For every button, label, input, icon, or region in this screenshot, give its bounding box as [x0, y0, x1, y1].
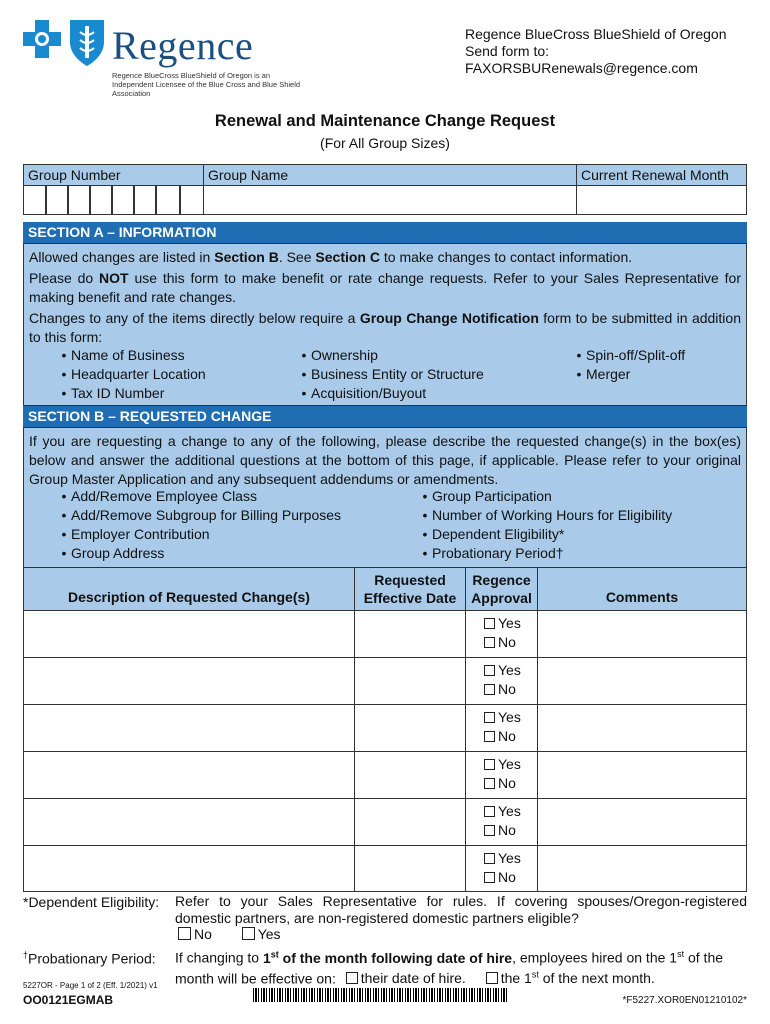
section-b-list-1 [57, 487, 407, 563]
probationary-period-text: If changing to 1st of the month following date of hire, employees hired on the 1st of the month will be effective on: their date of hire. the 1st of the next month. [175, 949, 724, 987]
approval-cell [465, 845, 538, 892]
list-item: • Merger [576, 366, 631, 382]
col-header-description: Description of Requested Change(s) [23, 567, 355, 611]
send-to-block [465, 26, 727, 77]
comments-field[interactable] [537, 657, 747, 705]
table-row [23, 610, 747, 657]
barcode [253, 988, 508, 1002]
list-item: • Acquisition/Buyout [301, 385, 427, 401]
comments-field[interactable] [537, 798, 747, 846]
approval-cell [465, 657, 538, 705]
dep-no-option[interactable]: No [178, 926, 212, 942]
section-a-line3: Changes to any of the items directly below require a Group Change Notification form to be submitted in addition to this form: [29, 310, 741, 345]
section-a-list-2 [297, 346, 547, 403]
group-number-label: Group Number [23, 164, 204, 186]
description-field[interactable] [23, 657, 355, 705]
list-item: • Number of Working Hours for Eligibility [422, 507, 673, 523]
bluecross-blueshield-logo [22, 18, 110, 68]
dependent-eligibility-text: Refer to your Sales Representative for rules. If covering spouses/Oregon-registered domestic partners, are non-registered domestic partners eligible? [175, 893, 747, 926]
description-field[interactable] [23, 610, 355, 658]
list-item: • Group Participation [422, 488, 552, 504]
change-table-body [23, 610, 747, 892]
checkbox-icon[interactable] [484, 778, 495, 789]
brand-subtext: Regence BlueCross BlueShield of Oregon is an Independent Licensee of the Blue Cross and Blue Shield Association [112, 71, 301, 98]
checkbox-icon[interactable] [346, 972, 358, 984]
col-header-effective-date: Requested Effective Date [354, 567, 466, 611]
effective-date-field[interactable] [354, 704, 466, 752]
approval-cell [465, 751, 538, 799]
list-item: • Add/Remove Employee Class [61, 488, 257, 504]
section-a-line2: Please do NOT use this form to make benefit or rate change requests. Refer to your Sales Representative for making benefit and rate changes. [29, 270, 741, 305]
probationary-period-label: †Probationary Period: [23, 950, 156, 967]
approval-yes[interactable]: Yes [484, 661, 537, 680]
company-line: Regence BlueCross BlueShield of Oregon [465, 26, 727, 42]
checkbox-icon[interactable] [484, 665, 495, 676]
checkbox-icon[interactable] [484, 825, 495, 836]
approval-yes[interactable]: Yes [484, 849, 537, 868]
group-name-field[interactable] [203, 185, 577, 215]
checkbox-icon[interactable] [178, 927, 191, 940]
option-date-of-hire[interactable]: their date of hire. [346, 970, 466, 986]
list-item: • Probationary Period† [422, 545, 564, 561]
list-item: • Ownership [301, 347, 378, 363]
checkbox-icon[interactable] [486, 972, 498, 984]
comments-field[interactable] [537, 704, 747, 752]
list-item: • Tax ID Number [61, 385, 165, 401]
list-item: • Headquarter Location [61, 366, 206, 382]
list-item: • Add/Remove Subgroup for Billing Purposes [61, 507, 342, 523]
col-header-approval: Regence Approval [465, 567, 538, 611]
group-number-field[interactable] [23, 185, 204, 215]
option-next-month[interactable]: the 1st of the next month. [486, 970, 655, 986]
renewal-month-label: Current Renewal Month [576, 164, 747, 186]
description-field[interactable] [23, 751, 355, 799]
dependent-eligibility-options [178, 925, 378, 944]
approval-yes[interactable]: Yes [484, 802, 537, 821]
checkbox-icon[interactable] [484, 637, 495, 648]
list-item: • Group Address [61, 545, 165, 561]
section-a-heading: SECTION A – INFORMATION [23, 222, 747, 243]
table-row [23, 657, 747, 704]
description-field[interactable] [23, 704, 355, 752]
form-reference: 5227OR - Page 1 of 2 (Eff. 1/2021) v1 [23, 981, 158, 990]
form-subtitle: (For All Group Sizes) [320, 135, 450, 151]
approval-yes[interactable]: Yes [484, 755, 537, 774]
list-item: • Dependent Eligibility* [422, 526, 565, 542]
dep-yes-option[interactable]: Yes [242, 926, 281, 942]
effective-date-field[interactable] [354, 610, 466, 658]
checkbox-icon[interactable] [484, 731, 495, 742]
table-row [23, 845, 747, 892]
group-name-label: Group Name [203, 164, 577, 186]
approval-no[interactable]: No [484, 868, 537, 887]
approval-no[interactable]: No [484, 633, 537, 652]
checkbox-icon[interactable] [484, 853, 495, 864]
approval-cell [465, 798, 538, 846]
approval-no[interactable]: No [484, 680, 537, 699]
checkbox-icon[interactable] [484, 712, 495, 723]
section-b-intro: If you are requesting a change to any of the following, please describe the requested change(s) in the box(es) below and answer the additional questions at the bottom of this page, if applicable. Please refer to your original Group Master Application and any subsequent addendums or amendments. [23, 427, 747, 568]
section-a-list-3 [572, 346, 742, 384]
fax-email[interactable]: FAXORSBURenewals@regence.com [465, 60, 698, 76]
table-row [23, 751, 747, 798]
list-item: • Name of Business [61, 347, 185, 363]
section-a-line1: Allowed changes are listed in Section B. See Section C to make changes to contact information. [29, 249, 633, 265]
description-field[interactable] [23, 845, 355, 892]
table-row [23, 798, 747, 845]
brand-name: Regence [112, 23, 254, 68]
description-field[interactable] [23, 798, 355, 846]
approval-yes[interactable]: Yes [484, 614, 537, 633]
section-b-list-2 [418, 487, 738, 563]
effective-date-field[interactable] [354, 798, 466, 846]
list-item: • Spin-off/Split-off [576, 347, 686, 363]
col-header-comments: Comments [537, 567, 747, 611]
list-item: • Business Entity or Structure [301, 366, 484, 382]
checkbox-icon[interactable] [484, 872, 495, 883]
approval-no[interactable]: No [484, 774, 537, 793]
checkbox-icon[interactable] [484, 759, 495, 770]
renewal-month-field[interactable] [576, 185, 747, 215]
form-code: OO0121EGMAB [23, 993, 114, 1007]
approval-cell [465, 704, 538, 752]
list-item: • Employer Contribution [61, 526, 210, 542]
section-b-heading: SECTION B – REQUESTED CHANGE [23, 406, 747, 427]
comments-field[interactable] [537, 845, 747, 892]
approval-yes[interactable]: Yes [484, 708, 537, 727]
effective-date-field[interactable] [354, 751, 466, 799]
approval-cell [465, 610, 538, 658]
checkbox-icon[interactable] [242, 927, 255, 940]
dependent-eligibility-label: *Dependent Eligibility: [23, 894, 160, 910]
barcode-text: *F5227.XOR0EN01210102* [622, 995, 747, 1006]
section-a-list-1 [57, 346, 287, 403]
form-title: Renewal and Maintenance Change Request [214, 112, 556, 130]
effective-date-field[interactable] [354, 845, 466, 892]
send-to-label: Send form to: [465, 43, 550, 59]
checkbox-icon[interactable] [484, 684, 495, 695]
checkbox-icon[interactable] [484, 618, 495, 629]
approval-no[interactable]: No [484, 727, 537, 746]
comments-field[interactable] [537, 610, 747, 658]
table-row [23, 704, 747, 751]
approval-no[interactable]: No [484, 821, 537, 840]
checkbox-icon[interactable] [484, 806, 495, 817]
effective-date-field[interactable] [354, 657, 466, 705]
comments-field[interactable] [537, 751, 747, 799]
